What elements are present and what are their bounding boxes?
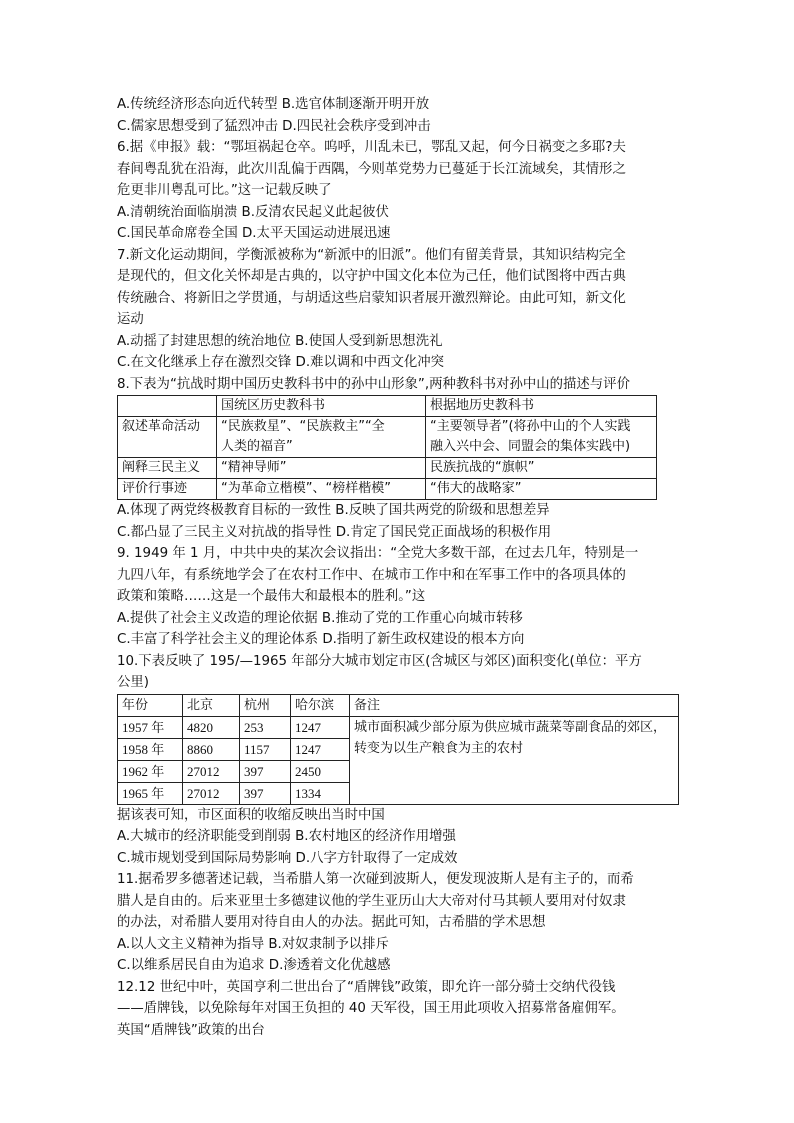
exam-page (117, 94, 683, 1041)
table-header: 根据地历史教科书 (426, 396, 657, 417)
table-cell: 1965 年 (118, 782, 183, 804)
table-header: 年份 (118, 694, 183, 716)
q6-option-ab: A.清朝统治面临崩溃 B.反清农民起义此起彼伏 (117, 204, 389, 220)
q11-stem-line1: 11.据希罗多德著述记载，当希腊人第一次碰到波斯人，便发现波斯人是有主子的，而希 (117, 872, 634, 887)
q7-stem-line1: 7.新文化运动期间，学衡派被称为“新派中的旧派”。他们有留美背景，其知识结构完全 (117, 247, 626, 263)
table-cell: 27012 (183, 782, 240, 804)
table-cell: “精神导师” (217, 458, 426, 479)
q11-option-cd: C.以维系居民自由为追求 D.渗透着文化优越感 (117, 958, 391, 973)
table-header: 杭州 (240, 694, 291, 716)
q12-stem-line3: 英国“盾牌钱”政策的出台 (117, 1022, 265, 1038)
table-cell: 397 (240, 760, 291, 782)
q7-stem-line2: 是现代的，但文化关怀却是古典的，以守护中国文化本位为己任，他们试图将中西古典 (117, 269, 626, 284)
q8-option-cd: C.都凸显了三民主义对抗战的指导性 D.肯定了国民党正面战场的积极作用 (117, 524, 552, 540)
q12-stem-line2: ——盾牌钱，以免除每年对国王负担的 40 天军役，国王用此项收入招募常备雇佣军。 (117, 1001, 625, 1016)
q5-option-ab: A.传统经济形态向近代转型 B.选官体制逐渐开明开放 (117, 97, 430, 112)
q10-option-ab: A.大城市的经济职能受到削弱 B.农村地区的经济作用增强 (117, 829, 456, 844)
q7-stem-line3: 传统融合、将新旧之学贯通，与胡适这些启蒙知识者展开激烈辩论。由此可知，新文化 (117, 290, 626, 306)
q8-stem-line1: 8.下表为“抗战时期中国历史教科书中的孙中山形象”,两种教科书对孙中山的描述与评价 (117, 376, 630, 392)
table-cell: 融入兴中会、同盟会的集体实践中) (426, 437, 657, 458)
q9-option-ab: A.提供了社会主义改造的理论依据 B.推动了党的工作重心向城市转移 (117, 610, 523, 626)
table-cell: 1247 (291, 716, 350, 738)
table-cell: “民族救星”、“民族救主”“全 (217, 417, 426, 438)
table-cell: “为革命立楷模”、“榜样楷模” (217, 479, 426, 500)
q12-stem-line1: 12.12 世纪中叶，英国亨利二世出台了“盾牌钱”政策，即允许一部分骑士交纳代役钱 (117, 979, 616, 995)
q11-stem-line3: 的办法，对希腊人要用对待自由人的办法。据此可知，古希腊的学术思想 (117, 915, 546, 930)
q10-question: 据该表可知，市区面积的收缩反映出当时中国 (117, 807, 385, 823)
table-cell (118, 437, 217, 458)
table-cell: 27012 (183, 760, 240, 782)
table-cell: 1247 (291, 738, 350, 760)
table-header: 哈尔滨 (291, 694, 350, 716)
q10-option-cd: C.城市规划受到国际局势影响 D.八字方针取得了一定成效 (117, 850, 458, 866)
table-cell: 叙述革命活动 (118, 417, 217, 438)
q10-stem-line2: 公里) (117, 675, 150, 690)
table-row (118, 437, 657, 458)
table-row (118, 458, 657, 479)
q9-stem-line1: 9. 1949 年 1 月，中共中央的某次会议指出：“全党大多数干部，在过去几年，特别是一 (117, 546, 639, 561)
table-cell: 阐释三民主义 (118, 458, 217, 479)
q9-option-cd: C.丰富了科学社会主义的理论体系 D.指明了新生政权建设的根本方向 (117, 632, 525, 647)
q7-option-ab: A.动摇了封建思想的统治地位 B.使国人受到新思想洗礼 (117, 333, 443, 349)
table-cell (118, 396, 217, 417)
q9-stem-line3: 政策和策略……这是一个最伟大和最根本的胜利。”这 (117, 589, 426, 604)
q7-stem-line4: 运动 (117, 312, 144, 327)
table-header: 北京 (183, 694, 240, 716)
table-row (118, 716, 679, 738)
table-cell: 1334 (291, 782, 350, 804)
table-header: 国统区历史教科书 (217, 396, 426, 417)
table-cell: 民族抗战的“旗帜” (426, 458, 657, 479)
table-cell: 评价行事迹 (118, 479, 217, 500)
table-cell: 2450 (291, 760, 350, 782)
table-row (118, 396, 657, 417)
table-cell: 4820 (183, 716, 240, 738)
q6-stem-line2: 春间粤乱犹在沿海，此次川乱偏于西隅，今则革党势力已蔓延于长江流域矣，其情形之 (117, 161, 626, 177)
q10-stem-line1: 10.下表反映了 195/—1965 年部分大城市划定市区(含城区与郊区)面积变化(单位：平方 (117, 653, 642, 669)
table-cell: 1157 (240, 738, 291, 760)
table-cell: 397 (240, 782, 291, 804)
table-row (118, 479, 657, 500)
q11-stem-line2: 腊人是自由的。后来亚里士多德建议他的学生亚历山大大帝对付马其顿人要用对付奴隶 (117, 893, 626, 909)
table-cell: 253 (240, 716, 291, 738)
table-header: 备注 (350, 694, 679, 716)
table-row (118, 694, 679, 716)
table-cell: 人类的福音” (217, 437, 426, 458)
q5-option-cd: C.儒家思想受到了猛烈冲击 D.四民社会秩序受到冲击 (117, 118, 431, 134)
q6-stem-line3: 危更非川粤乱可比。”这一记载反映了 (117, 183, 332, 198)
q10-table (117, 694, 679, 805)
table-cell: 1958 年 (118, 738, 183, 760)
q6-stem-line1: 6.据《申报》载：“鄂垣祸起仓卒。呜呼，川乱未已，鄂乱又起，何今日祸变之多耶?夫 (117, 140, 626, 155)
q11-option-ab: A.以人文主义精神为指导 B.对奴隶制予以排斥 (117, 936, 389, 952)
table-cell: 8860 (183, 738, 240, 760)
table-cell: “主要领导者”(将孙中山的个人实践 (426, 417, 657, 438)
q9-stem-line2: 九四八年，有系统地学会了在农村工作中、在城市工作中和在军事工作中的各项具体的 (117, 567, 626, 583)
table-cell: 1957 年 (118, 716, 183, 738)
q7-option-cd: C.在文化继承上存在激烈交锋 D.难以调和中西文化冲突 (117, 355, 445, 370)
q8-table (117, 395, 657, 500)
table-remark: 城市面积减少部分原为供应城市蔬菜等副食品的郊区，转变为以生产粮食为主的农村 (350, 716, 679, 804)
table-cell: 1962 年 (118, 760, 183, 782)
q6-option-cd: C.国民革命席卷全国 D.太平天国运动进展迅速 (117, 226, 391, 241)
q8-option-ab: A.体现了两党终极教育目标的一致性 B.反映了国共两党的阶级和思想差异 (117, 503, 550, 518)
table-row (118, 417, 657, 438)
table-cell: “伟大的战略家” (426, 479, 657, 500)
